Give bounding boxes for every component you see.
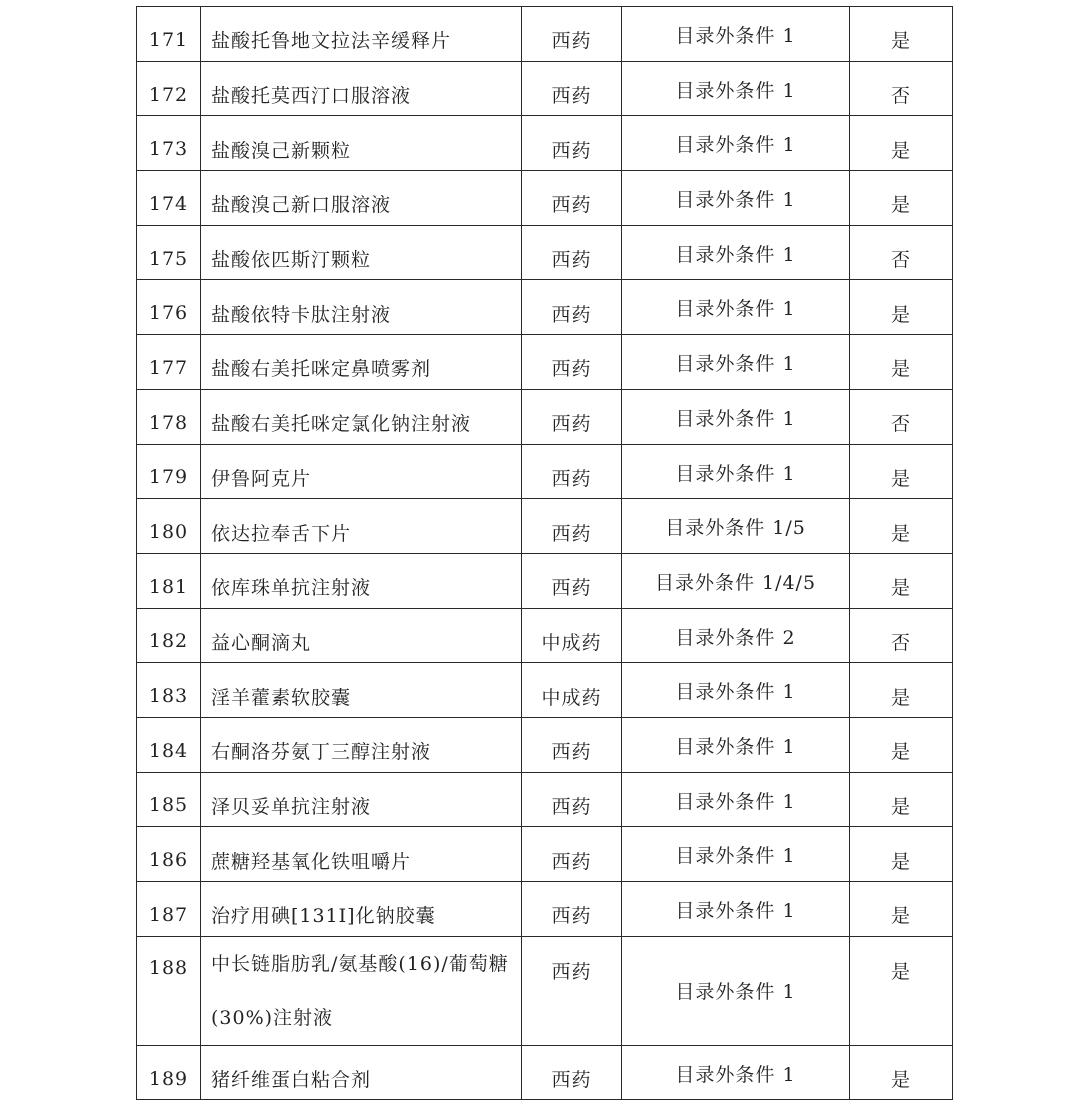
drug-flag-text: 是 (890, 467, 911, 490)
drug-type-text: 西药 (551, 960, 592, 983)
drug-type-text: 西药 (551, 85, 592, 108)
drug-type-text: 西药 (551, 795, 592, 818)
drug-type-text: 西药 (551, 577, 592, 600)
row-number-text: 182 (148, 630, 189, 653)
drug-type-text: 西药 (551, 741, 592, 764)
drug-type-text: 中成药 (541, 631, 602, 654)
row-number (137, 772, 201, 827)
table-row (137, 499, 953, 554)
row-number (137, 717, 201, 772)
drug-condition-text: 目录外条件 1 (675, 407, 796, 430)
drug-flag (850, 116, 953, 171)
drug-name-text: 盐酸托鲁地文拉法辛缓释片 (211, 30, 452, 53)
row-number (137, 7, 201, 62)
drug-flag-text: 是 (890, 795, 911, 818)
drug-name (201, 389, 522, 444)
drug-condition-text: 目录外条件 1 (675, 462, 796, 485)
drug-type (522, 553, 622, 608)
drug-flag-text: 是 (890, 850, 911, 873)
drug-condition-text: 目录外条件 1 (675, 681, 796, 704)
row-number (137, 116, 201, 171)
drug-condition (622, 1045, 850, 1100)
drug-condition (622, 225, 850, 280)
drug-condition-text: 目录外条件 1 (675, 134, 796, 157)
drug-condition-text: 目录外条件 1 (675, 845, 796, 868)
drug-name (201, 553, 522, 608)
drug-flag-text: 是 (890, 522, 911, 545)
drug-name (201, 1045, 522, 1100)
drug-type (522, 7, 622, 62)
drug-condition (622, 936, 850, 1045)
drug-flag-text: 否 (890, 85, 911, 108)
row-number (137, 663, 201, 718)
drug-type (522, 280, 622, 335)
drug-flag (850, 1045, 953, 1100)
drug-flag (850, 936, 953, 1045)
drug-type-text: 西药 (551, 467, 592, 490)
row-number-text: 173 (148, 138, 189, 161)
drug-condition (622, 444, 850, 499)
drug-name (201, 663, 522, 718)
drug-list-body (137, 7, 953, 1100)
drug-condition-text: 目录外条件 1 (675, 298, 796, 321)
drug-name-text: 盐酸托莫西汀口服溶液 (211, 85, 412, 108)
drug-name-text: 猪纤维蛋白粘合剂 (211, 1069, 372, 1092)
drug-type (522, 882, 622, 937)
drug-condition (622, 171, 850, 226)
drug-flag-text: 是 (890, 960, 911, 983)
drug-type (522, 61, 622, 116)
table-row (137, 116, 953, 171)
drug-condition (622, 663, 850, 718)
row-number (137, 389, 201, 444)
row-number-text: 186 (148, 849, 189, 872)
drug-type (522, 608, 622, 663)
drug-type-text: 西药 (551, 249, 592, 272)
drug-flag-text: 是 (890, 741, 911, 764)
drug-type-text: 西药 (551, 850, 592, 873)
drug-name-text: 泽贝妥单抗注射液 (211, 795, 372, 818)
drug-flag (850, 608, 953, 663)
drug-condition-text: 目录外条件 2 (675, 626, 796, 649)
drug-type-text: 西药 (551, 194, 592, 217)
drug-name (201, 116, 522, 171)
table-row (137, 717, 953, 772)
drug-type-text: 西药 (551, 522, 592, 545)
drug-condition (622, 335, 850, 390)
table-row (137, 936, 953, 1045)
drug-name (201, 280, 522, 335)
row-number (137, 280, 201, 335)
drug-name-line-2: (30%)注射液 (211, 1006, 334, 1029)
drug-flag (850, 553, 953, 608)
drug-name-text: 淫羊藿素软胶囊 (211, 686, 352, 709)
row-number-text: 181 (148, 575, 189, 598)
drug-type (522, 717, 622, 772)
drug-flag-text: 是 (890, 194, 911, 217)
drug-type-text: 西药 (551, 905, 592, 928)
drug-flag-text: 是 (890, 1069, 911, 1092)
table-row (137, 171, 953, 226)
drug-condition-text: 目录外条件 1 (675, 353, 796, 376)
drug-flag-text: 是 (890, 139, 911, 162)
drug-condition (622, 116, 850, 171)
drug-name-text: 右酮洛芬氨丁三醇注射液 (211, 741, 432, 764)
table-row (137, 608, 953, 663)
drug-name (201, 499, 522, 554)
row-number-text: 188 (148, 956, 189, 979)
row-number (137, 553, 201, 608)
table-row (137, 882, 953, 937)
drug-type (522, 116, 622, 171)
drug-name (201, 225, 522, 280)
drug-flag-text: 是 (890, 686, 911, 709)
drug-condition-text: 目录外条件 1 (675, 735, 796, 758)
drug-flag-text: 是 (890, 905, 911, 928)
row-number (137, 827, 201, 882)
drug-name-text: 盐酸溴己新颗粒 (211, 139, 352, 162)
row-number-text: 172 (148, 83, 189, 106)
drug-name (201, 772, 522, 827)
drug-type-text: 西药 (551, 413, 592, 436)
table-row (137, 663, 953, 718)
drug-name (201, 936, 522, 1045)
drug-name (201, 827, 522, 882)
drug-condition (622, 608, 850, 663)
drug-flag-text: 否 (890, 249, 911, 272)
drug-condition (622, 7, 850, 62)
drug-flag (850, 499, 953, 554)
row-number-text: 175 (148, 247, 189, 270)
row-number (137, 171, 201, 226)
row-number-text: 176 (148, 302, 189, 325)
drug-name-text: 盐酸依特卡肽注射液 (211, 303, 392, 326)
drug-name-text: 治疗用碘[131I]化钠胶囊 (211, 905, 436, 928)
table-row (137, 335, 953, 390)
row-number (137, 936, 201, 1045)
drug-condition-text: 目录外条件 1 (675, 790, 796, 813)
drug-flag (850, 827, 953, 882)
table-row (137, 827, 953, 882)
drug-condition-text: 目录外条件 1 (675, 900, 796, 922)
drug-flag (850, 389, 953, 444)
drug-condition (622, 61, 850, 116)
drug-flag (850, 717, 953, 772)
drug-type (522, 1045, 622, 1100)
drug-name (201, 717, 522, 772)
drug-condition (622, 882, 850, 937)
drug-type (522, 225, 622, 280)
drug-name-text: 益心酮滴丸 (211, 631, 312, 654)
drug-condition-text: 目录外条件 1 (675, 189, 796, 212)
drug-name-line-1: 中长链脂肪乳/氨基酸(16)/葡萄糖 (211, 952, 509, 975)
table-row (137, 7, 953, 62)
drug-type (522, 772, 622, 827)
drug-type-text: 西药 (551, 358, 592, 381)
drug-flag-text: 是 (890, 30, 911, 53)
table-row (137, 61, 953, 116)
drug-type-text: 西药 (551, 1069, 592, 1092)
drug-condition (622, 553, 850, 608)
drug-condition-text: 目录外条件 1 (675, 981, 796, 1004)
drug-flag (850, 61, 953, 116)
drug-name-text: 盐酸溴己新口服溶液 (211, 194, 392, 217)
drug-condition-text: 目录外条件 1 (675, 243, 796, 266)
drug-condition-text: 目录外条件 1/4/5 (654, 571, 817, 594)
drug-condition-text: 目录外条件 1/5 (665, 517, 806, 540)
drug-name-text: 盐酸右美托咪定氯化钠注射液 (211, 413, 472, 436)
row-number-text: 183 (148, 685, 189, 708)
row-number-text: 179 (148, 466, 189, 489)
drug-flag-text: 是 (890, 358, 911, 381)
drug-condition (622, 827, 850, 882)
drug-flag-text: 是 (890, 577, 911, 600)
drug-name (201, 882, 522, 937)
drug-name-text: 伊鲁阿克片 (211, 467, 312, 490)
row-number-text: 184 (148, 739, 189, 762)
row-number (137, 335, 201, 390)
table-row (137, 389, 953, 444)
drug-type (522, 936, 622, 1045)
drug-type (522, 171, 622, 226)
row-number (137, 882, 201, 937)
drug-type (522, 335, 622, 390)
drug-condition (622, 389, 850, 444)
row-number-text: 171 (148, 28, 189, 51)
table-row (137, 225, 953, 280)
row-number-text: 187 (148, 903, 189, 926)
row-number-text: 180 (148, 521, 189, 544)
row-number-text: 189 (148, 1067, 189, 1090)
drug-flag-text: 是 (890, 303, 911, 326)
drug-condition-text: 目录外条件 1 (675, 79, 796, 102)
drug-flag (850, 444, 953, 499)
row-number-text: 177 (148, 356, 189, 379)
row-number-text: 185 (148, 794, 189, 817)
drug-name-text: 蔗糖羟基氧化铁咀嚼片 (211, 850, 412, 873)
drug-flag (850, 7, 953, 62)
drug-type (522, 444, 622, 499)
drug-condition (622, 280, 850, 335)
row-number (137, 61, 201, 116)
row-number-text: 174 (148, 192, 189, 215)
drug-name (201, 608, 522, 663)
drug-condition (622, 717, 850, 772)
row-number (137, 444, 201, 499)
drug-flag (850, 882, 953, 937)
drug-name-text: 依达拉奉舌下片 (211, 522, 352, 545)
drug-type (522, 827, 622, 882)
table-row (137, 1045, 953, 1100)
drug-condition (622, 499, 850, 554)
drug-name (201, 7, 522, 62)
drug-condition-text: 目录外条件 1 (675, 1063, 796, 1086)
row-number (137, 499, 201, 554)
drug-type (522, 663, 622, 718)
drug-name (201, 171, 522, 226)
drug-flag (850, 335, 953, 390)
row-number (137, 608, 201, 663)
table-row (137, 772, 953, 827)
drug-type-text: 中成药 (541, 686, 602, 709)
drug-flag (850, 225, 953, 280)
table-row (137, 280, 953, 335)
row-number (137, 225, 201, 280)
drug-flag (850, 171, 953, 226)
drug-type-text: 西药 (551, 139, 592, 162)
drug-type-text: 西药 (551, 30, 592, 53)
drug-list-table (136, 6, 953, 1100)
drug-type (522, 389, 622, 444)
drug-name-text: 盐酸右美托咪定鼻喷雾剂 (211, 358, 432, 381)
table-row (137, 444, 953, 499)
drug-name (201, 444, 522, 499)
drug-name-text: 依库珠单抗注射液 (211, 577, 372, 600)
drug-name (201, 335, 522, 390)
drug-flag-text: 否 (890, 413, 911, 436)
drug-type-text: 西药 (551, 303, 592, 326)
drug-flag-text: 否 (890, 631, 911, 654)
row-number (137, 1045, 201, 1100)
drug-condition (622, 772, 850, 827)
row-number-text: 178 (148, 411, 189, 434)
drug-condition-text: 目录外条件 1 (675, 25, 796, 47)
drug-type (522, 499, 622, 554)
drug-flag (850, 772, 953, 827)
drug-flag (850, 663, 953, 718)
drug-name (201, 61, 522, 116)
table-row (137, 553, 953, 608)
drug-name-text: 盐酸依匹斯汀颗粒 (211, 249, 372, 272)
drug-flag (850, 280, 953, 335)
